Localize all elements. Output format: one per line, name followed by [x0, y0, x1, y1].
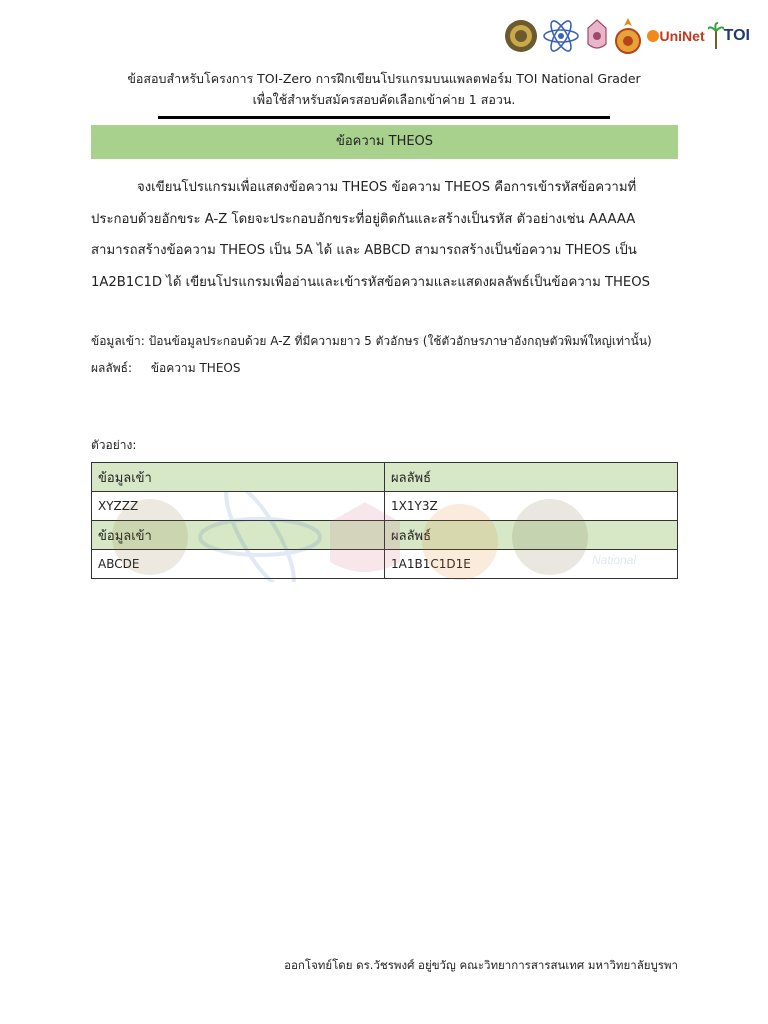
palm-tree-icon: [708, 21, 724, 51]
input-spec: [91, 328, 691, 355]
output-value-cell: 1A1B1C1D1E: [385, 550, 678, 579]
toi-anniversary-logo: [708, 21, 750, 51]
input-header-cell: ข้อมูลเข้า: [92, 463, 385, 492]
input-value-cell: XYZZZ: [92, 492, 385, 521]
table-row: [92, 492, 678, 521]
output-value-cell: 1X1Y3Z: [385, 492, 678, 521]
uninet-logo: [646, 28, 705, 44]
problem-title: ข้อความ THEOS: [91, 125, 678, 159]
output-header-cell: ผลลัพธ์: [385, 521, 678, 550]
school-emblem-icon: [584, 18, 610, 54]
table-row: [92, 550, 678, 579]
header-line-2: เพื่อใช้สำหรับสมัครสอบคัดเลือกเข้าค่าย 1 สอวน.: [252, 92, 516, 107]
science-atom-icon: [541, 19, 581, 53]
problem-description: [91, 172, 681, 298]
toi-logo-text: TOI: [723, 27, 750, 44]
example-label: ตัวอย่าง:: [91, 438, 137, 452]
input-header-cell: ข้อมูลเข้า: [92, 521, 385, 550]
output-spec-text: ข้อความ THEOS: [150, 361, 241, 375]
header-divider: [158, 116, 610, 119]
university-seal-icon: [504, 19, 538, 53]
output-header-cell: ผลลัพธ์: [385, 463, 678, 492]
document-header: [90, 68, 678, 110]
input-spec-label: ข้อมูลเข้า:: [91, 334, 145, 348]
table-row: [92, 463, 678, 492]
royal-emblem-icon: [613, 17, 643, 55]
page-footer: ออกโจทย์โดย ดร.วัชรพงศ์ อยู่ขวัญ คณะวิทยาการสารสนเทศ มหาวิทยาลัยบูรพา: [284, 958, 678, 972]
input-value-cell: ABCDE: [92, 550, 385, 579]
table-row: [92, 521, 678, 550]
logo-strip: [504, 16, 751, 56]
output-spec: [91, 355, 691, 382]
uninet-logo-text: UniNet: [659, 28, 705, 44]
input-spec-text: ป้อนข้อมูลประกอบด้วย A-Z ที่มีความยาว 5 ตัวอักษร (ใช้ตัวอักษรภาษาอังกฤษตัวพิมพ์ใหญ่เท่านั้น): [148, 334, 652, 348]
example-table: [91, 462, 678, 579]
header-line-1: ข้อสอบสำหรับโครงการ TOI-Zero การฝึกเขียนโปรแกรมบนแพลตฟอร์ม TOI National Grader: [127, 71, 641, 86]
output-spec-label: ผลลัพธ์:: [91, 361, 133, 375]
io-specification: [91, 328, 691, 382]
uninet-globe-icon: [646, 29, 660, 43]
description-paragraph: จงเขียนโปรแกรมเพื่อแสดงข้อความ THEOS ข้อความ THEOS คือการเข้ารหัสข้อความที่ประกอบด้วยอักขระ A-Z โดยจะประกอบอักขระที่อยู่ติดกันและสร้างเป็นรหัส ตัวอย่างเช่น AAAAA สามารถสร้างข้อความ THEOS เป็น 5A ได้ และ ABBCD สามารถสร้างเป็นข้อความ THEOS เป็น 1A2B1C1D ได้ เขียนโปรแกรมเพื่ออ่านและเข้ารหัสข้อความและแสดงผลลัพธ์เป็นข้อความ THEOS: [91, 180, 651, 290]
